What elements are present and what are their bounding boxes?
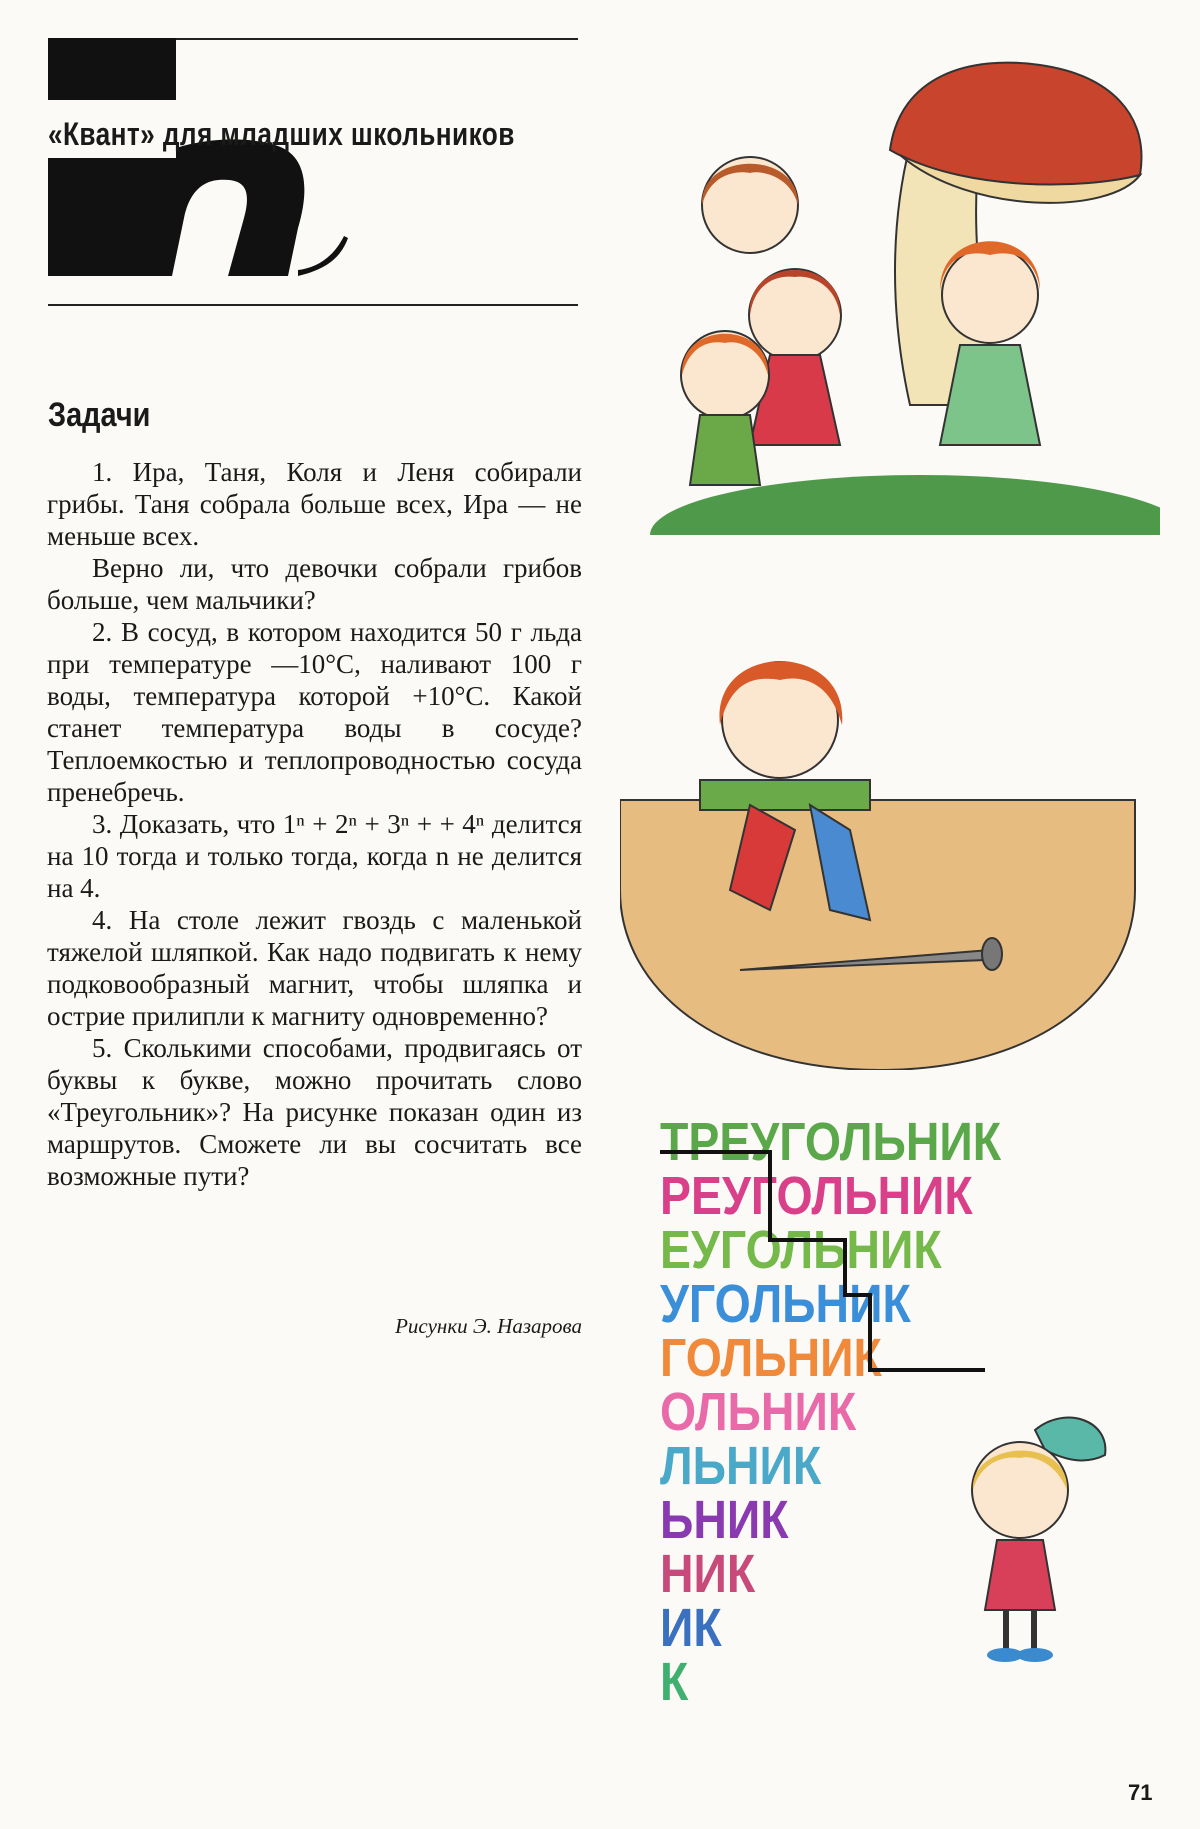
word-row: ЬНИК xyxy=(660,1490,789,1550)
header-bottom-rule xyxy=(48,304,578,306)
problem-text: Ира, Таня, Коля и Леня собирали грибы. Таня собрала больше всех, Ира — не меньше всех. xyxy=(47,457,582,551)
route-path-icon xyxy=(650,1130,1000,1410)
problem-5 xyxy=(47,1032,582,1192)
problem-list xyxy=(47,456,582,1192)
word-row: УГОЛЬНИК xyxy=(660,1274,911,1334)
problem-3 xyxy=(47,808,582,904)
problem-text: На столе лежит гвоздь с маленькой тяжелой шляпкой. Как надо подвигать к нему подковообразный магнит, чтобы шляпка и острие прилипли к магниту одновременно? xyxy=(47,905,583,1031)
word-row: ЛЬНИК xyxy=(660,1436,822,1496)
problem-2 xyxy=(47,616,582,808)
word-row: РЕУГОЛЬНИК xyxy=(660,1166,973,1226)
illustration-credit: Рисунки Э. Назарова xyxy=(395,1314,582,1338)
problem-text: Верно ли, что девочки собрали грибов больше, чем мальчики? xyxy=(47,553,582,615)
section-title: Задачи xyxy=(48,396,151,434)
girl-with-bow-illustration xyxy=(935,1410,1125,1670)
word-row: ОЛЬНИК xyxy=(660,1382,857,1442)
problem-1-question xyxy=(47,552,582,616)
word-row: ЕУГОЛЬНИК xyxy=(660,1220,942,1280)
word-row: НИК xyxy=(660,1544,756,1604)
word-row: ГОЛЬНИК xyxy=(660,1328,882,1388)
word-row: ТРЕУГОЛЬНИК xyxy=(660,1112,1002,1172)
kids-under-mushroom-illustration xyxy=(640,55,1160,565)
problem-text: Доказать, что 1ⁿ + 2ⁿ + 3ⁿ + + 4ⁿ делится на 10 тогда и только тогда, когда n не делится на 4. xyxy=(47,809,583,903)
problem-4 xyxy=(47,904,582,1032)
problem-number: 3. xyxy=(92,809,113,839)
problem-text: В сосуд, в котором находится 50 г льда при температуре —10°С, наливают 100 г воды, температура которой +10°С. Какой станет температура воды в сосуде? Теплоемкостью и теплопроводностью сосуда пренебречь. xyxy=(47,617,582,807)
problem-1 xyxy=(47,456,582,552)
boy-with-magnet-and-nail-illustration xyxy=(620,630,1140,1070)
problem-number: 1. xyxy=(92,457,113,487)
problem-text: Сколькими способами, продвигаясь от буквы к букве, можно прочитать слово «Треугольник»? На рисунке показан один из маршрутов. Сможете ли вы сосчитать все возможные пути? xyxy=(47,1033,582,1191)
rubric-title: «Квант» для младших школьников xyxy=(48,116,515,152)
problem-number: 2. xyxy=(92,617,113,647)
problem-number: 5. xyxy=(92,1033,113,1063)
kvant-logo-icon xyxy=(48,38,348,283)
problem-number: 4. xyxy=(92,905,113,935)
page-number: 71 xyxy=(1128,1780,1153,1805)
word-row: ИК xyxy=(660,1598,722,1658)
word-row: К xyxy=(660,1652,689,1712)
